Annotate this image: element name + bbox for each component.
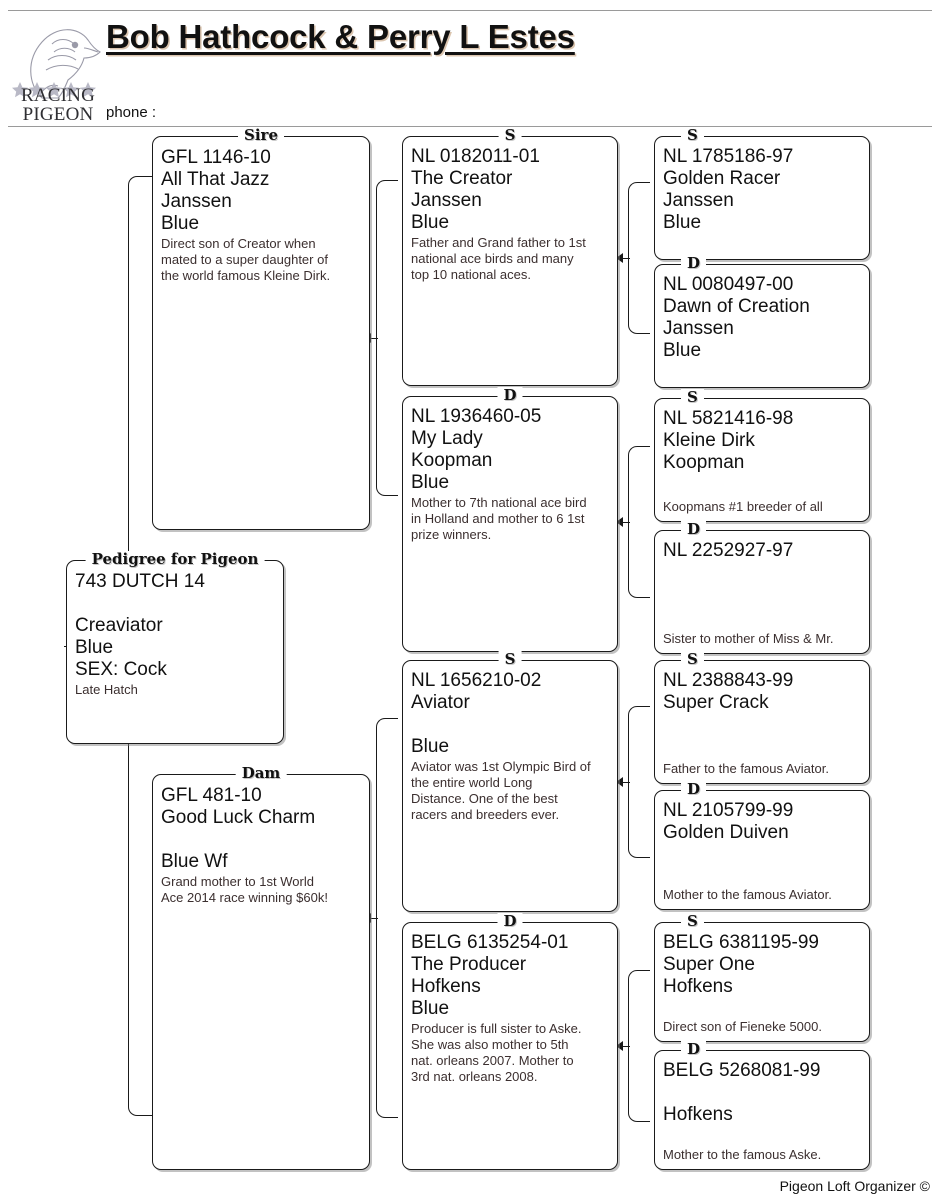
gen2-box-3[interactable] (402, 912, 618, 1170)
note-line: top 10 national aces. (411, 267, 531, 282)
note-line: Ace 2014 race winning $60k! (161, 890, 328, 905)
gen3-ring-6: BELG 6381195-99 (663, 932, 819, 953)
gen2-strain-3: Hofkens (411, 976, 481, 997)
note-line: Father to the famous Aviator. (663, 761, 829, 776)
header-top-rule (8, 10, 932, 11)
gen3-note-4 (663, 761, 829, 777)
dam-caption: Dam (236, 765, 287, 782)
gen3-box-0[interactable] (654, 126, 870, 260)
note-line: nat. orleans 2007. Mother to (411, 1053, 574, 1068)
subject-sex: SEX: Cock (75, 659, 167, 680)
gen2-note-3 (411, 1021, 609, 1085)
note-line: national ace birds and many (411, 251, 574, 266)
note-line: Koopmans #1 breeder of all (663, 499, 823, 514)
phone-label: phone : (106, 104, 157, 121)
gen2-color-0: Blue (411, 212, 450, 233)
note-line: the world famous Kleine Dirk. (161, 268, 331, 283)
gen3-color-1: Blue (663, 340, 702, 361)
gen3-ring-7: BELG 5268081-99 (663, 1060, 821, 1081)
gen3-name-7 (663, 1082, 861, 1104)
gen2-role-2: S (499, 651, 522, 668)
gen2-note-2 (411, 759, 609, 823)
gen2-box-1[interactable] (402, 386, 618, 652)
note-line: Aviator was 1st Olympic Bird of (411, 759, 591, 774)
gen2-ring-1: NL 1936460-05 (411, 406, 542, 427)
note-line: Sister to mother of Miss & Mr. (663, 631, 834, 646)
gen3-color-0: Blue (663, 212, 702, 233)
note-line: Mother to the famous Aviator. (663, 887, 832, 902)
note-line: Grand mother to 1st World (161, 874, 314, 889)
note-line: racers and breeders ever. (411, 807, 560, 822)
subject-note (75, 682, 275, 698)
logo-word-line2: PIGEON (22, 104, 94, 125)
logo-wordmark (12, 86, 104, 124)
gen2-ring-0: NL 0182011-01 (411, 146, 540, 167)
gen2-role-1: D (497, 387, 522, 404)
gen3-strain-6: Hofkens (663, 976, 733, 997)
gen3-box-1[interactable] (654, 254, 870, 388)
gen2-role-0: S (499, 127, 522, 144)
gen3-ring-2: NL 5821416-98 (663, 408, 794, 429)
gen3-box-2[interactable] (654, 388, 870, 522)
gen2-strain-0: Janssen (411, 190, 482, 211)
dam-ring: GFL 481-10 (161, 785, 262, 806)
gen3-note-2 (663, 499, 823, 515)
note-line: Mother to 7th national ace bird (411, 495, 587, 510)
sire-ring: GFL 1146-10 (161, 147, 271, 168)
gen3-note-3 (663, 631, 834, 647)
gen3-box-6[interactable] (654, 912, 870, 1042)
gen3-note-6 (663, 1019, 822, 1035)
note-line: Mother to the famous Aske. (663, 1147, 822, 1162)
gen3-note-5 (663, 887, 832, 903)
gen2-name-1: My Lady (411, 428, 483, 449)
gen3-role-5: D (681, 781, 706, 798)
subject-name: Creaviator (75, 615, 163, 636)
note-line: the entire world Long (411, 775, 533, 790)
note-line: mated to a super daughter of (161, 252, 328, 267)
subject-line2 (75, 593, 275, 615)
dam-box[interactable] (152, 764, 370, 1170)
gen3-name-5: Golden Duiven (663, 822, 789, 843)
dam-strain (161, 829, 361, 851)
gen2-strain-1: Koopman (411, 450, 493, 471)
gen2-strain-2 (411, 714, 609, 736)
gen2-note-0 (411, 235, 609, 283)
gen3-ring-4: NL 2388843-99 (663, 670, 794, 691)
subject-color: Blue (75, 637, 114, 658)
gen2-ring-3: BELG 6135254-01 (411, 932, 569, 953)
footer-credit: Pigeon Loft Organizer © (779, 1178, 930, 1194)
gen2-name-0: The Creator (411, 168, 513, 189)
note-line: Producer is full sister to Aske. (411, 1021, 582, 1036)
gen3-name-4: Super Crack (663, 692, 769, 713)
gen3-role-3: D (681, 521, 706, 538)
gen3-box-7[interactable] (654, 1040, 870, 1170)
sire-box[interactable] (152, 126, 370, 530)
gen3-box-3[interactable] (654, 520, 870, 654)
gen3-name-0: Golden Racer (663, 168, 781, 189)
gen3-name-6: Super One (663, 954, 755, 975)
gen2-color-1: Blue (411, 472, 450, 493)
gen3-role-1: D (681, 255, 706, 272)
gen3-box-4[interactable] (654, 650, 870, 784)
gen2-name-2: Aviator (411, 692, 470, 713)
subject-box[interactable] (66, 550, 284, 744)
note-line: She was also mother to 5th (411, 1037, 569, 1052)
sire-strain: Janssen (161, 191, 232, 212)
gen3-role-7: D (681, 1041, 706, 1058)
subject-caption: Pedigree for Pigeon (86, 551, 265, 568)
note-line: Distance. One of the best (411, 791, 558, 806)
gen3-role-4: S (681, 651, 704, 668)
note-line: Direct son of Fieneke 5000. (663, 1019, 822, 1034)
gen3-name-2: Kleine Dirk (663, 430, 755, 451)
gen3-ring-5: NL 2105799-99 (663, 800, 794, 821)
sire-name: All That Jazz (161, 169, 270, 190)
gen3-strain-7: Hofkens (663, 1104, 733, 1125)
sire-caption: Sire (238, 127, 284, 144)
sire-color: Blue (161, 213, 200, 234)
gen2-role-3: D (497, 913, 522, 930)
gen2-note-1 (411, 495, 609, 543)
note-line: Father and Grand father to 1st (411, 235, 586, 250)
gen2-name-3: The Producer (411, 954, 527, 975)
note-line: 3rd nat. orleans 2008. (411, 1069, 538, 1084)
gen2-color-2: Blue (411, 736, 450, 757)
note-line: prize winners. (411, 527, 492, 542)
note-line: Late Hatch (75, 682, 138, 697)
gen2-ring-2: NL 1656210-02 (411, 670, 542, 691)
gen2-box-0[interactable] (402, 126, 618, 386)
gen3-ring-3: NL 2252927-97 (663, 540, 794, 561)
gen3-role-6: S (681, 913, 704, 930)
gen3-ring-0: NL 1785186-97 (663, 146, 794, 167)
gen3-role-0: S (681, 127, 704, 144)
gen3-name-1: Dawn of Creation (663, 296, 810, 317)
header-bottom-rule (8, 126, 932, 127)
gen3-strain-1: Janssen (663, 318, 734, 339)
gen3-note-7 (663, 1147, 821, 1163)
page-title: Bob Hathcock & Perry L Estes (106, 18, 575, 55)
gen3-ring-1: NL 0080497-00 (663, 274, 794, 295)
gen3-strain-2: Koopman (663, 452, 745, 473)
note-line: Direct son of Creator when (161, 236, 316, 251)
sire-note (161, 236, 361, 284)
note-line: in Holland and mother to 6 1st (411, 511, 585, 526)
logo-word-line1: RACING (20, 85, 96, 106)
gen3-role-2: S (681, 389, 704, 406)
gen3-box-5[interactable] (654, 780, 870, 910)
gen2-box-2[interactable] (402, 650, 618, 912)
subject-ring: 743 DUTCH 14 (75, 571, 205, 592)
gen3-strain-0: Janssen (663, 190, 734, 211)
gen2-color-3: Blue (411, 998, 450, 1019)
dam-color: Blue Wf (161, 851, 228, 872)
dam-name: Good Luck Charm (161, 807, 316, 828)
dam-note (161, 874, 361, 906)
